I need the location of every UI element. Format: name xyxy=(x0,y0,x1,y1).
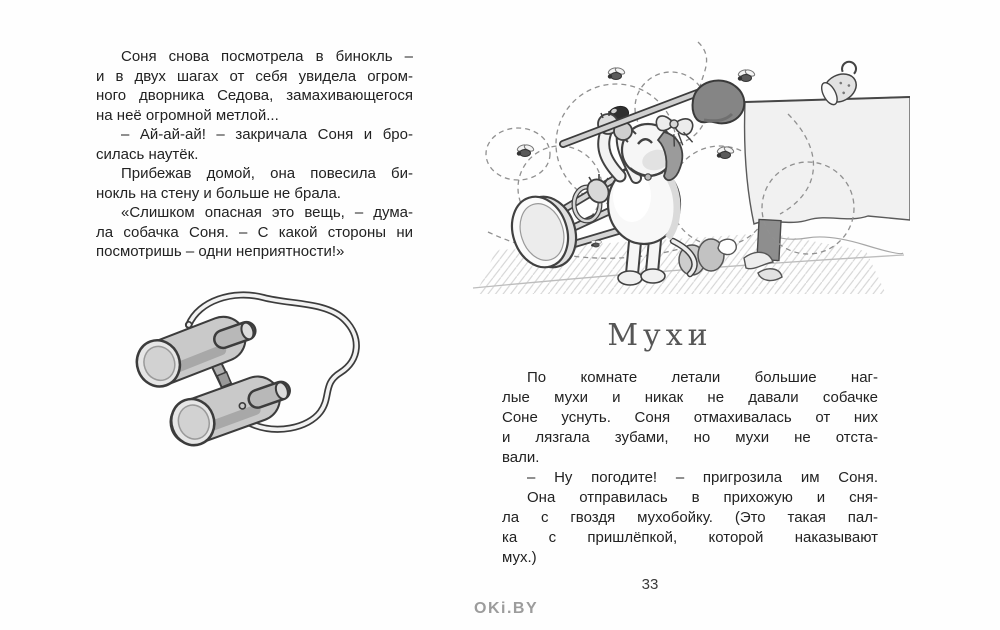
text-line: Прибежав домой, она повесила би- xyxy=(121,165,413,182)
text-line: Соня снова посмотрела в бинокль – xyxy=(121,48,413,65)
text-line: силась наутёк. xyxy=(96,145,199,163)
chapter-title: Мухи xyxy=(607,318,713,353)
text-line: и в двух шагах от себя увидела огром- xyxy=(96,67,413,85)
text-line: и лязгала зубами, но мухи не отста- xyxy=(502,429,878,446)
text-line: нокль на стену и больше не брала. xyxy=(96,184,341,202)
page-number: 33 xyxy=(641,576,659,593)
binoculars-with-strap-icon xyxy=(128,280,376,468)
text-line: ла собачка Соня. – С какой стороны ни xyxy=(96,223,413,241)
text-line: Соне уснуть. Соня отмахивалась от них xyxy=(502,409,878,426)
text-line: По комнате летали большие наг- xyxy=(527,369,878,386)
text-line: вали. xyxy=(502,449,540,466)
text-line: – Ну погодите! – пригрозила им Соня. xyxy=(527,469,878,486)
fly-swatting-illustration xyxy=(468,36,910,296)
text-line: Она отправилась в прихожую и сня- xyxy=(527,489,878,506)
text-line: лые мухи и никак не давали собачке xyxy=(502,389,878,406)
text-line: посмотришь – одни неприятности!» xyxy=(96,243,345,260)
text-line: мух.) xyxy=(502,549,537,566)
text-line: ла с гвоздя мухобойку. (Это такая пал- xyxy=(502,509,878,526)
text-line: «Слишком опасная это вещь, – дума- xyxy=(121,204,413,221)
dog-swatting-flies-scene-icon xyxy=(468,36,910,296)
text-line: ка с пришлёпкой, которой наказывают xyxy=(502,529,878,546)
watermark-text: OKi.BY xyxy=(474,600,539,617)
text-line: на неё огромной метлой... xyxy=(96,106,279,124)
text-line: ного дворника Седова, замахивающегося xyxy=(96,87,413,104)
binoculars-illustration xyxy=(128,280,376,468)
right-page-text-block xyxy=(502,368,878,568)
text-line: – Ай-ай-ай! – закричала Соня и бро- xyxy=(121,126,413,143)
left-page-text-block xyxy=(96,47,413,262)
